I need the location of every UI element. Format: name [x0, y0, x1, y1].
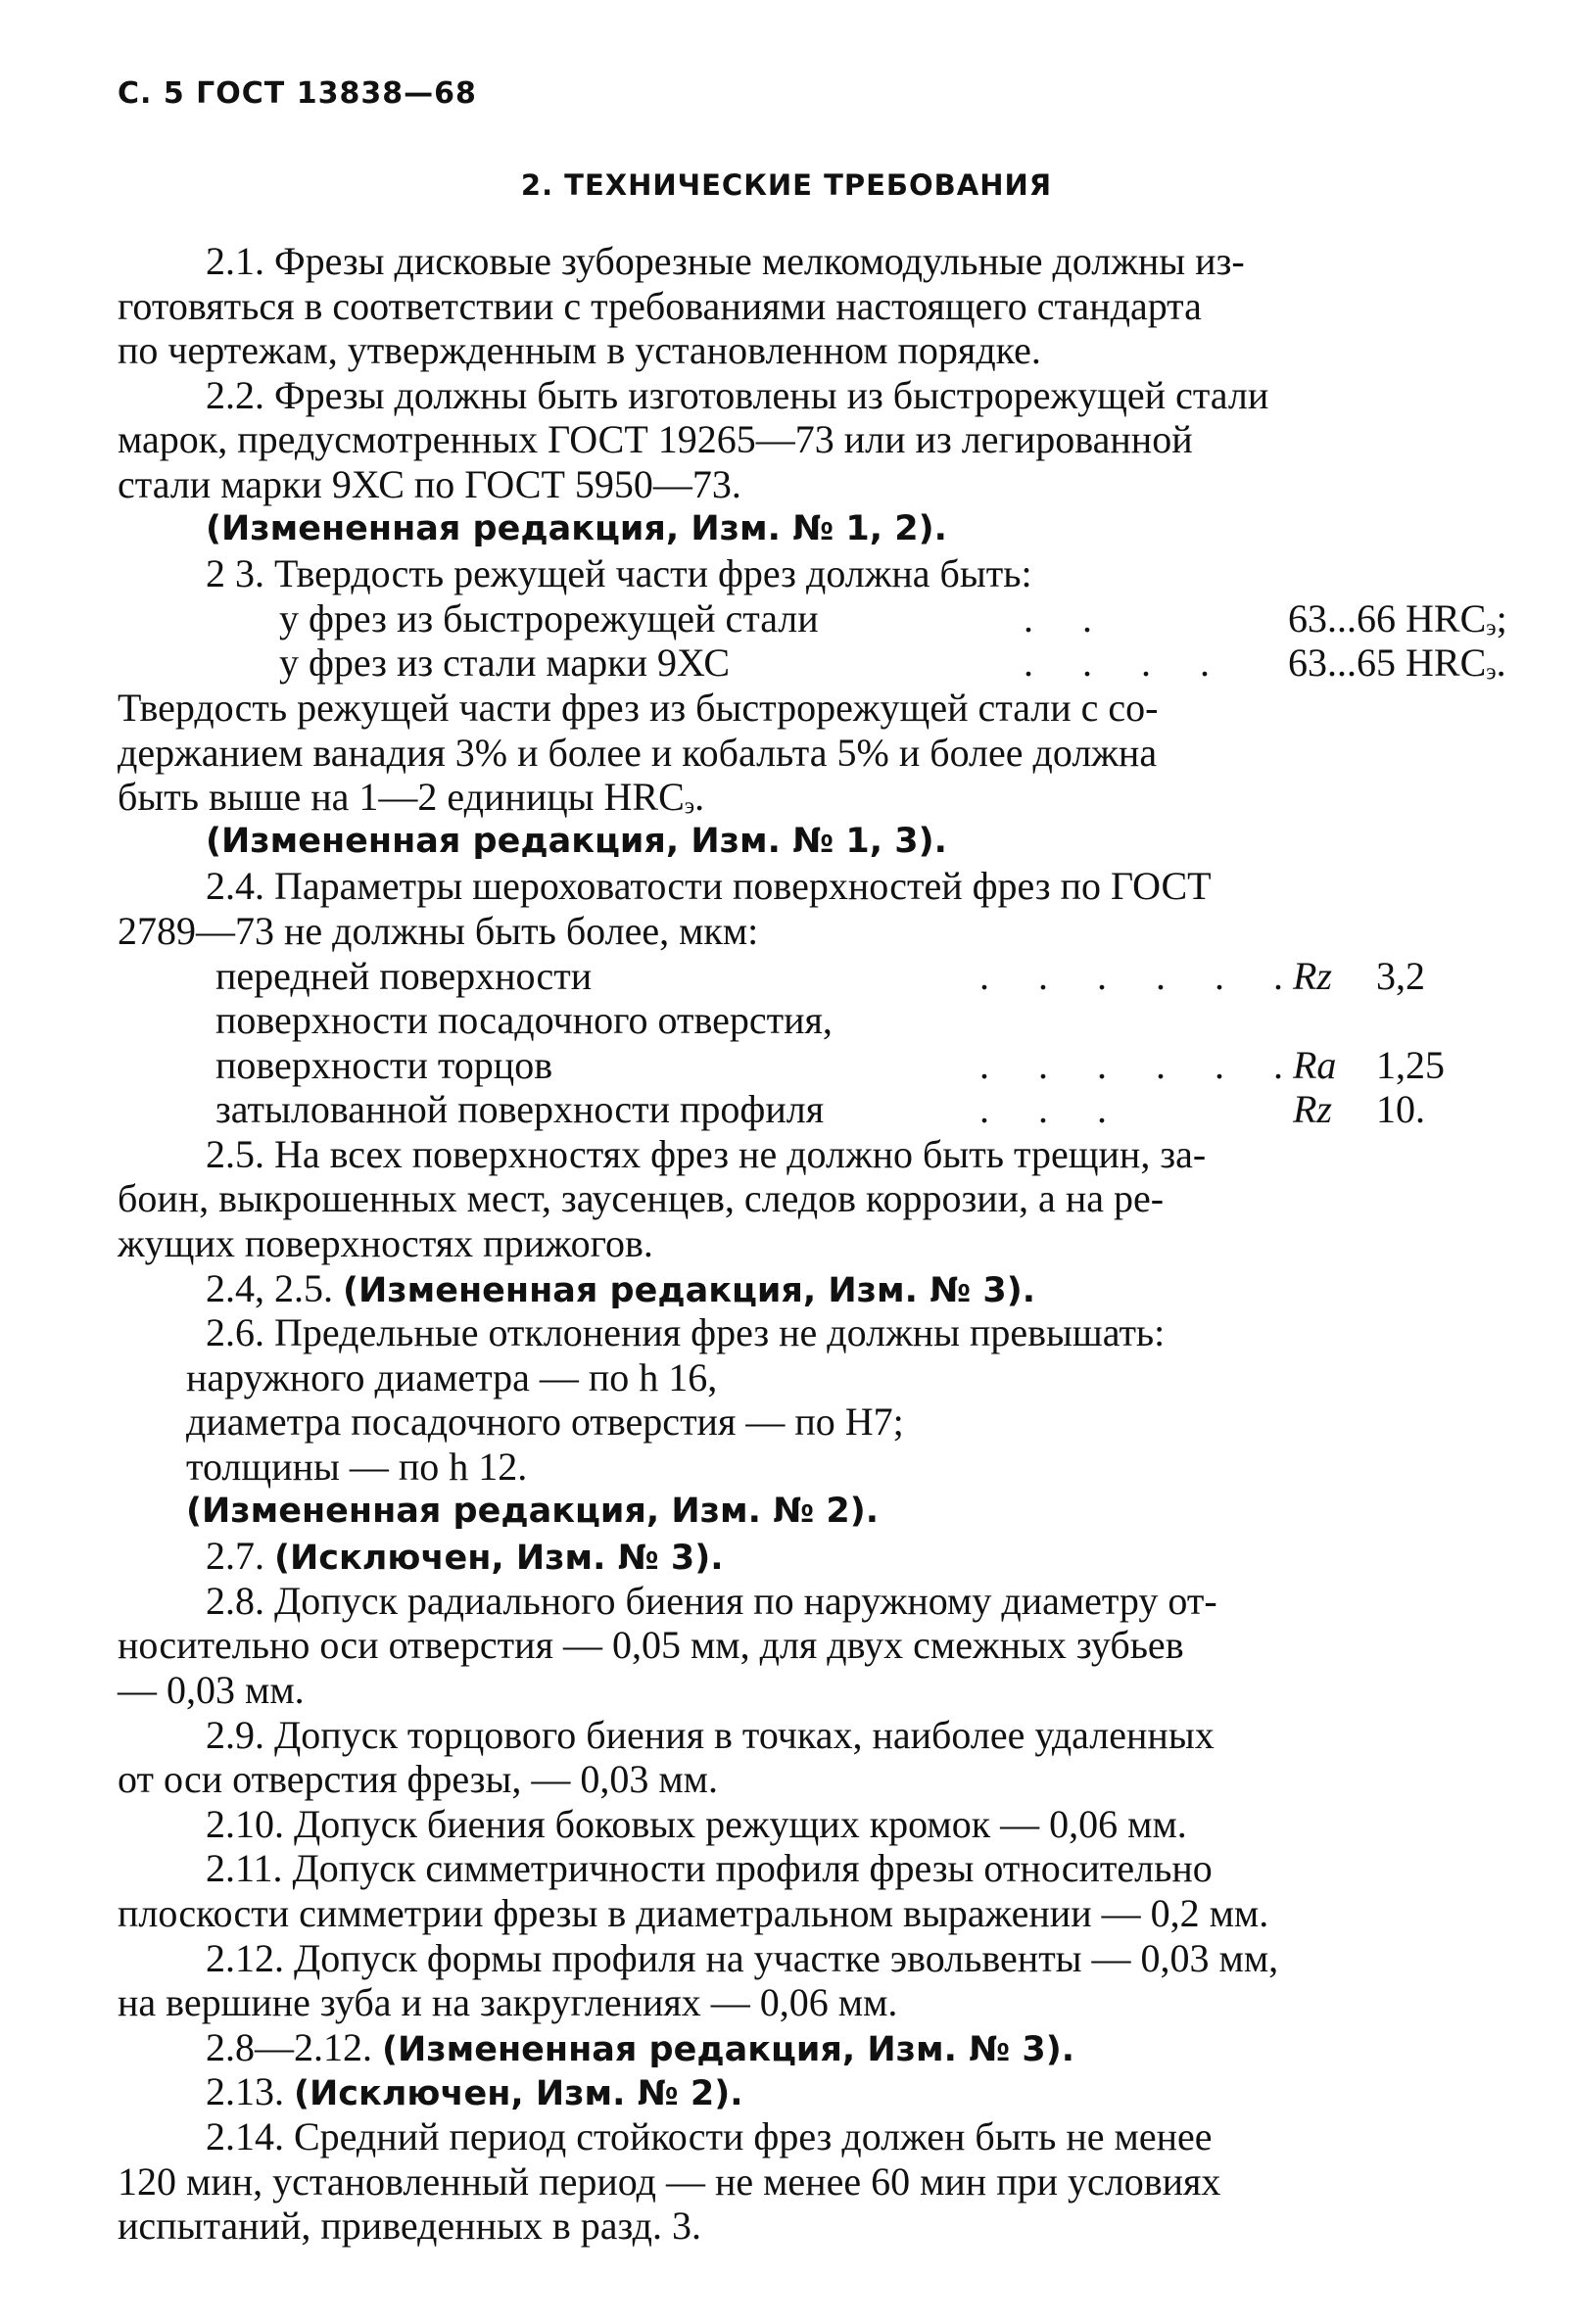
p2-3-line-6: быть выше на 1—2 единицы HRCэ.: [118, 775, 705, 820]
roughness-value: 10.: [1376, 1087, 1425, 1132]
p2-12-edit-note: 2.8—2.12. (Измененная редакция, Изм. № 3).: [206, 2024, 1075, 2069]
p2-1-line-2: готовяться в соответствии с требованиями настоящего стандарта: [118, 283, 1202, 328]
document-body: [118, 239, 1507, 2249]
p2-7-line: 2.7. (Исключен, Изм. № 3).: [206, 1534, 724, 1579]
roughness-parameter: Ra: [1293, 1042, 1337, 1087]
p2-8-line-2: носительно оси отверстия — 0,05 мм, для двух смежных зубьев: [118, 1623, 1184, 1668]
p2-2-edit-note: (Измененная редакция, Изм. № 1, 2).: [206, 508, 947, 548]
roughness-label: передней поверхности: [215, 953, 593, 998]
hardness-row-2-dots: . . . .: [1024, 640, 1229, 686]
p2-1-line-3: по чертежам, утвержденным в установленном порядке.: [118, 328, 1041, 373]
p2-5-line-3: жущих поверхностях прижогов.: [118, 1221, 653, 1266]
p2-6-line-4: толщины — по h 12.: [186, 1445, 528, 1490]
p2-2-line-1: 2.2. Фрезы должны быть изготовлены из быстрорежущей стали: [206, 372, 1269, 417]
roughness-parameter: Rz: [1293, 1087, 1332, 1132]
p2-13-line: 2.13. (Исключен, Изм. № 2).: [206, 2069, 743, 2114]
p2-14-line-1: 2.14. Средний период стойкости фрез должен быть не менее: [206, 2113, 1213, 2158]
hardness-row-1-label: у фрез из быстрорежущей стали: [279, 595, 819, 640]
hardness-row-2-label: у фрез из стали марки 9ХС: [279, 640, 731, 686]
p2-6-line-2: наружного диаметра — по h 16,: [186, 1354, 718, 1399]
roughness-label: поверхности торцов: [215, 1042, 553, 1087]
p2-4-line-2: 2789—73 не должны быть более, мкм:: [118, 908, 759, 953]
p2-5-line-2: боин, выкрошенных мест, заусенцев, следов коррозии, а на ре-: [118, 1176, 1165, 1221]
p2-3-edit-note: (Измененная редакция, Изм. № 1, 3).: [206, 821, 947, 861]
roughness-value: 3,2: [1376, 953, 1425, 998]
roughness-dots: . . . . . .: [979, 953, 1303, 998]
p2-9-line-2: от оси отверстия фрезы, — 0,03 мм.: [118, 1757, 718, 1802]
p2-5-line-1: 2.5. На всех поверхностях фрез не должно быть трещин, за-: [206, 1131, 1207, 1176]
hardness-row-1-dots: . .: [1024, 595, 1112, 640]
p2-3-hardness-row-1: [118, 595, 1507, 641]
p2-3-line-4: Твердость режущей части фрез из быстрорежущей стали с со-: [118, 685, 1159, 730]
p2-10-line-1: 2.10. Допуск биения боковых режущих кромок — 0,06 мм.: [206, 1801, 1187, 1846]
roughness-list: [118, 954, 1489, 1132]
p2-12-line-1: 2.12. Допуск формы профиля на участке эвольвенты — 0,03 мм,: [206, 1935, 1279, 1980]
p2-1-line-1: 2.1. Фрезы дисковые зуборезные мелкомодульные должны из-: [206, 239, 1245, 283]
roughness-dots: . . .: [979, 1087, 1126, 1132]
roughness-value: 1,25: [1376, 1042, 1445, 1087]
roughness-row: [118, 1043, 1489, 1088]
page-header: С. 5 ГОСТ 13838—68: [118, 76, 477, 111]
roughness-row: [118, 954, 1489, 999]
p2-14-line-2: 120 мин, установленный период — не менее 60 мин при условиях: [118, 2158, 1221, 2204]
p2-11-line-2: плоскости симметрии фрезы в диаметральном выражении — 0,2 мм.: [118, 1890, 1269, 1935]
p2-11-line-1: 2.11. Допуск симметричности профиля фрезы относительно: [206, 1846, 1213, 1891]
p2-8-line-1: 2.8. Допуск радиального биения по наружному диаметру от-: [206, 1578, 1217, 1623]
hardness-row-1-value-group: 63...66 HRCэ;: [1288, 595, 1507, 641]
roughness-row: [118, 1087, 1489, 1132]
hardness-row-2-value-group: 63...65 HRCэ.: [1288, 640, 1506, 686]
roughness-dots: . . . . . .: [979, 1042, 1303, 1087]
p2-3-line-1: 2 3. Твердость режущей части фрез должна быть:: [206, 551, 1032, 596]
p2-12-line-2: на вершине зуба и на закруглениях — 0,06 мм.: [118, 1980, 898, 2025]
roughness-row: [118, 998, 1489, 1043]
p2-5-edit-note: 2.4, 2.5. (Измененная редакция, Изм. № 3).: [206, 1265, 1036, 1310]
p2-3-line-5: держанием ванадия 3% и более и кобальта 5% и более должна: [118, 730, 1158, 775]
roughness-label: затылованной поверхности профиля: [215, 1087, 825, 1132]
p2-6-line-3: диаметра посадочного отверстия — по Н7;: [186, 1399, 904, 1445]
p2-6-line-1: 2.6. Предельные отклонения фрез не должны превышать:: [206, 1310, 1166, 1355]
p2-14-line-3: испытаний, приведенных в разд. 3.: [118, 2204, 701, 2249]
p2-8-line-3: — 0,03 мм.: [118, 1668, 305, 1712]
p2-9-line-1: 2.9. Допуск торцового биения в точках, наиболее удаленных: [206, 1712, 1215, 1757]
roughness-label: поверхности посадочного отверстия,: [215, 998, 833, 1043]
section-title: 2. ТЕХНИЧЕСКИЕ ТРЕБОВАНИЯ: [520, 168, 1053, 202]
roughness-parameter: Rz: [1293, 953, 1332, 998]
p2-6-edit-note: (Измененная редакция, Изм. № 2).: [186, 1491, 880, 1531]
p2-3-hardness-row-2: [118, 640, 1506, 686]
p2-4-line-1: 2.4. Параметры шероховатости поверхностей фрез по ГОСТ: [206, 864, 1212, 909]
p2-2-line-2: марок, предусмотренных ГОСТ 19265—73 или из легированной: [118, 417, 1193, 462]
p2-2-line-3: стали марки 9ХС по ГОСТ 5950—73.: [118, 461, 741, 506]
